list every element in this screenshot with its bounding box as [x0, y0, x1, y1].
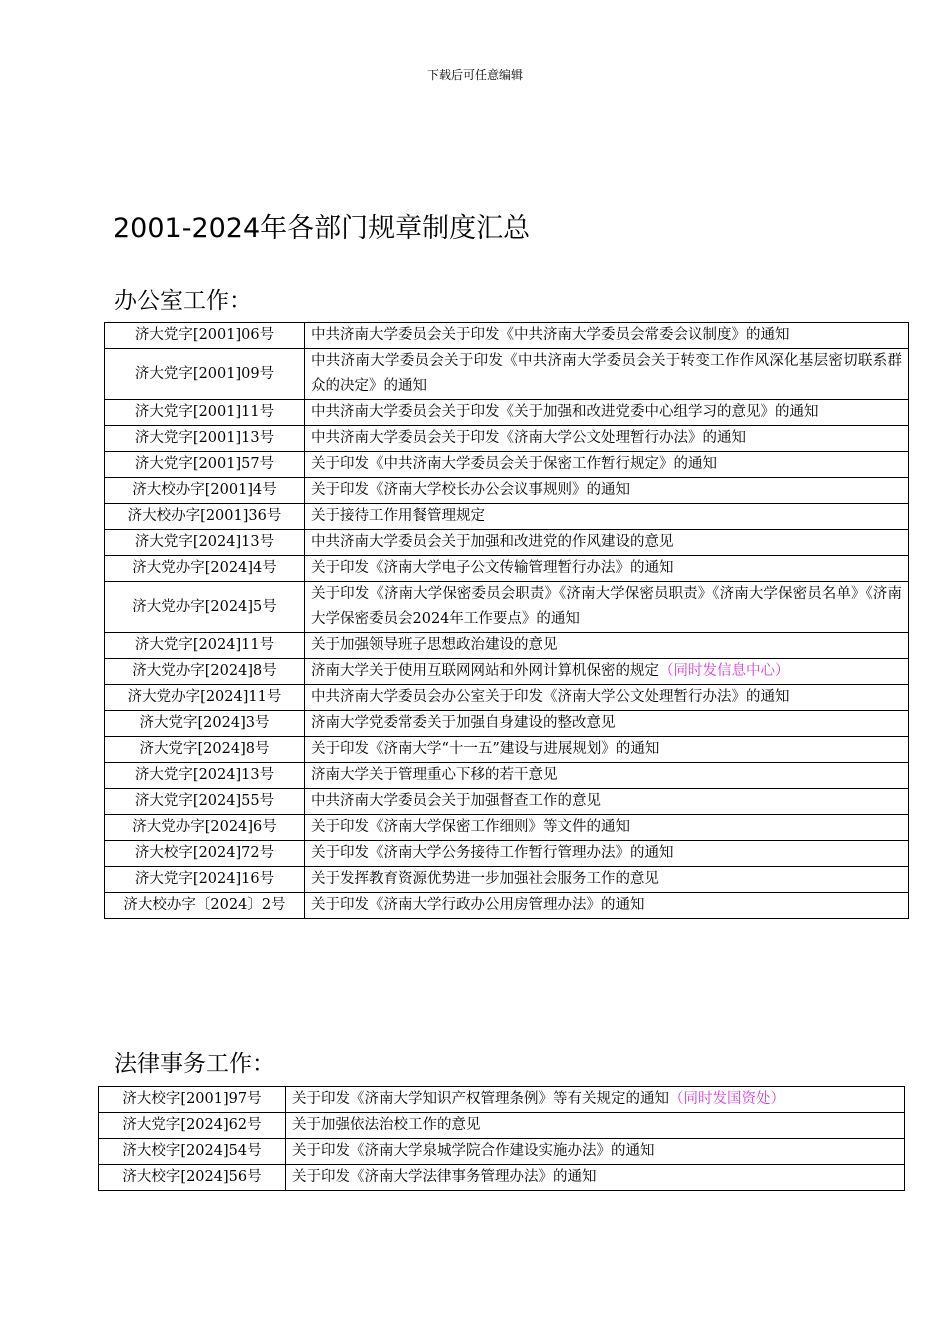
document-title-text: 关于印发《济南大学知识产权管理条例》等有关规定的通知: [292, 1091, 669, 1107]
distribution-note: （同时发国资处）: [669, 1091, 785, 1107]
document-title-text: 关于印发《济南大学电子公文传输管理暂行办法》的通知: [311, 560, 674, 576]
table-row: [105, 789, 909, 815]
table-row: [105, 763, 909, 789]
document-title-cell: [305, 867, 909, 893]
document-number: 济大党办字[2024]5号: [105, 582, 305, 633]
document-number: 济大党字[2024]8号: [105, 737, 305, 763]
document-title-text: 关于印发《济南大学“十一五”建设与进展规划》的通知: [311, 741, 660, 757]
document-title-cell: [305, 530, 909, 556]
document-number: 济大党办字[2024]11号: [105, 685, 305, 711]
table-row: [105, 633, 909, 659]
document-title-text: 中共济南大学委员会关于加强和改进党的作风建设的意见: [311, 534, 674, 550]
document-title-cell: [305, 815, 909, 841]
document-number: 济大党字[2024]62号: [99, 1113, 286, 1139]
document-title-text: 中共济南大学委员会关于印发《济南大学公文处理暂行办法》的通知: [311, 430, 746, 446]
table-row: [105, 685, 909, 711]
document-title-cell: [286, 1165, 905, 1191]
document-title-cell: [286, 1139, 905, 1165]
document-number: 济大党办字[2024]4号: [105, 556, 305, 582]
document-title-text: 关于加强领导班子思想政治建设的意见: [311, 637, 558, 653]
document-title-text: 关于印发《济南大学保密工作细则》等文件的通知: [311, 819, 630, 835]
table-row: [105, 452, 909, 478]
document-title-text: 关于印发《济南大学行政办公用房管理办法》的通知: [311, 897, 645, 913]
document-number: 济大党办字[2024]6号: [105, 815, 305, 841]
document-number: 济大党字[2024]13号: [105, 530, 305, 556]
document-number: 济大校办字[2001]4号: [105, 478, 305, 504]
document-title-cell: [305, 737, 909, 763]
document-number: 济大党字[2024]55号: [105, 789, 305, 815]
document-title-text: 关于发挥教育资源优势进一步加强社会服务工作的意见: [311, 871, 659, 887]
document-number: 济大党字[2001]09号: [105, 349, 305, 400]
document-number: 济大党字[2001]06号: [105, 323, 305, 349]
document-title-text: 关于印发《济南大学泉城学院合作建设实施办法》的通知: [292, 1143, 655, 1159]
table-row: [105, 556, 909, 582]
document-title-cell: [305, 763, 909, 789]
document-title-cell: [305, 400, 909, 426]
document-title: 2001-2024年各部门规章制度汇总: [113, 213, 531, 244]
document-title-cell: [305, 452, 909, 478]
document-title-cell: [286, 1113, 905, 1139]
table-row: [105, 841, 909, 867]
table-row: [105, 867, 909, 893]
document-title-cell: [305, 841, 909, 867]
office-regulations-table: [104, 322, 909, 919]
document-title-text: 济南大学关于管理重心下移的若干意见: [311, 767, 558, 783]
table-row: [105, 504, 909, 530]
document-number: 济大党字[2024]13号: [105, 763, 305, 789]
table-row: [99, 1139, 905, 1165]
table-row: [105, 349, 909, 400]
document-number: 济大党办字[2024]8号: [105, 659, 305, 685]
document-title-cell: [305, 711, 909, 737]
table-row: [105, 530, 909, 556]
document-title-cell: [305, 582, 909, 633]
document-title-cell: [305, 556, 909, 582]
section-heading-legal: 法律事务工作：: [114, 1051, 275, 1077]
table-row: [105, 400, 909, 426]
document-title-text: 关于接待工作用餐管理规定: [311, 508, 485, 524]
document-title-text: 济南大学关于使用互联网网站和外网计算机保密的规定: [311, 663, 659, 679]
table-row: [105, 426, 909, 452]
distribution-note: （同时发信息中心）: [659, 663, 790, 679]
document-title-text: 关于印发《济南大学法律事务管理办法》的通知: [292, 1169, 597, 1185]
table-row: [105, 737, 909, 763]
table-row: [105, 659, 909, 685]
document-number: 济大校字[2024]54号: [99, 1139, 286, 1165]
document-title-cell: [305, 323, 909, 349]
document-number: 济大校字[2001]97号: [99, 1087, 286, 1113]
document-title-text: 关于印发《济南大学保密委员会职责》《济南大学保密员职责》《济南大学保密员名单》《济南大学保密委员会2024年工作要点》的通知: [311, 586, 902, 627]
document-title-text: 中共济南大学委员会关于加强督查工作的意见: [311, 793, 601, 809]
document-number: 济大校办字〔2024〕2号: [105, 893, 305, 919]
legal-regulations-table: [98, 1086, 905, 1191]
document-title-text: 中共济南大学委员会办公室关于印发《济南大学公文处理暂行办法》的通知: [311, 689, 790, 705]
table-row: [105, 582, 909, 633]
document-number: 济大党字[2001]57号: [105, 452, 305, 478]
document-number: 济大党字[2024]11号: [105, 633, 305, 659]
document-title-text: 济南大学党委常委关于加强自身建设的整改意见: [311, 715, 616, 731]
section-heading-office: 办公室工作：: [114, 288, 252, 314]
document-number: 济大党字[2001]11号: [105, 400, 305, 426]
table-row: [99, 1165, 905, 1191]
document-number: 济大校字[2024]72号: [105, 841, 305, 867]
table-row: [105, 815, 909, 841]
document-title-text: 中共济南大学委员会关于印发《关于加强和改进党委中心组学习的意见》的通知: [311, 404, 819, 420]
document-title-cell: [286, 1087, 905, 1113]
document-title-cell: [305, 504, 909, 530]
table-row: [105, 711, 909, 737]
document-number: 济大党字[2024]16号: [105, 867, 305, 893]
document-title-cell: [305, 633, 909, 659]
document-title-text: 关于印发《中共济南大学委员会关于保密工作暂行规定》的通知: [311, 456, 717, 472]
document-title-cell: [305, 659, 909, 685]
document-number: 济大校办字[2001]36号: [105, 504, 305, 530]
document-title-text: 关于加强依法治校工作的意见: [292, 1117, 481, 1133]
table-row: [99, 1087, 905, 1113]
document-title-text: 中共济南大学委员会关于印发《中共济南大学委员会常委会议制度》的通知: [311, 327, 790, 343]
table-row: [105, 323, 909, 349]
document-title-text: 中共济南大学委员会关于印发《中共济南大学委员会关于转变工作作风深化基层密切联系群众的决定》的通知: [311, 353, 902, 394]
header-note: 下载后可任意编辑: [426, 68, 523, 82]
document-title-cell: [305, 685, 909, 711]
document-number: 济大党字[2001]13号: [105, 426, 305, 452]
document-title-text: 关于印发《济南大学校长办公会议事规则》的通知: [311, 482, 630, 498]
table-row: [99, 1113, 905, 1139]
document-title-cell: [305, 893, 909, 919]
document-title-cell: [305, 349, 909, 400]
document-number: 济大校字[2024]56号: [99, 1165, 286, 1191]
document-title-cell: [305, 478, 909, 504]
table-row: [105, 893, 909, 919]
document-title-text: 关于印发《济南大学公务接待工作暂行管理办法》的通知: [311, 845, 674, 861]
document-number: 济大党字[2024]3号: [105, 711, 305, 737]
table-row: [105, 478, 909, 504]
document-title-cell: [305, 789, 909, 815]
document-title-cell: [305, 426, 909, 452]
